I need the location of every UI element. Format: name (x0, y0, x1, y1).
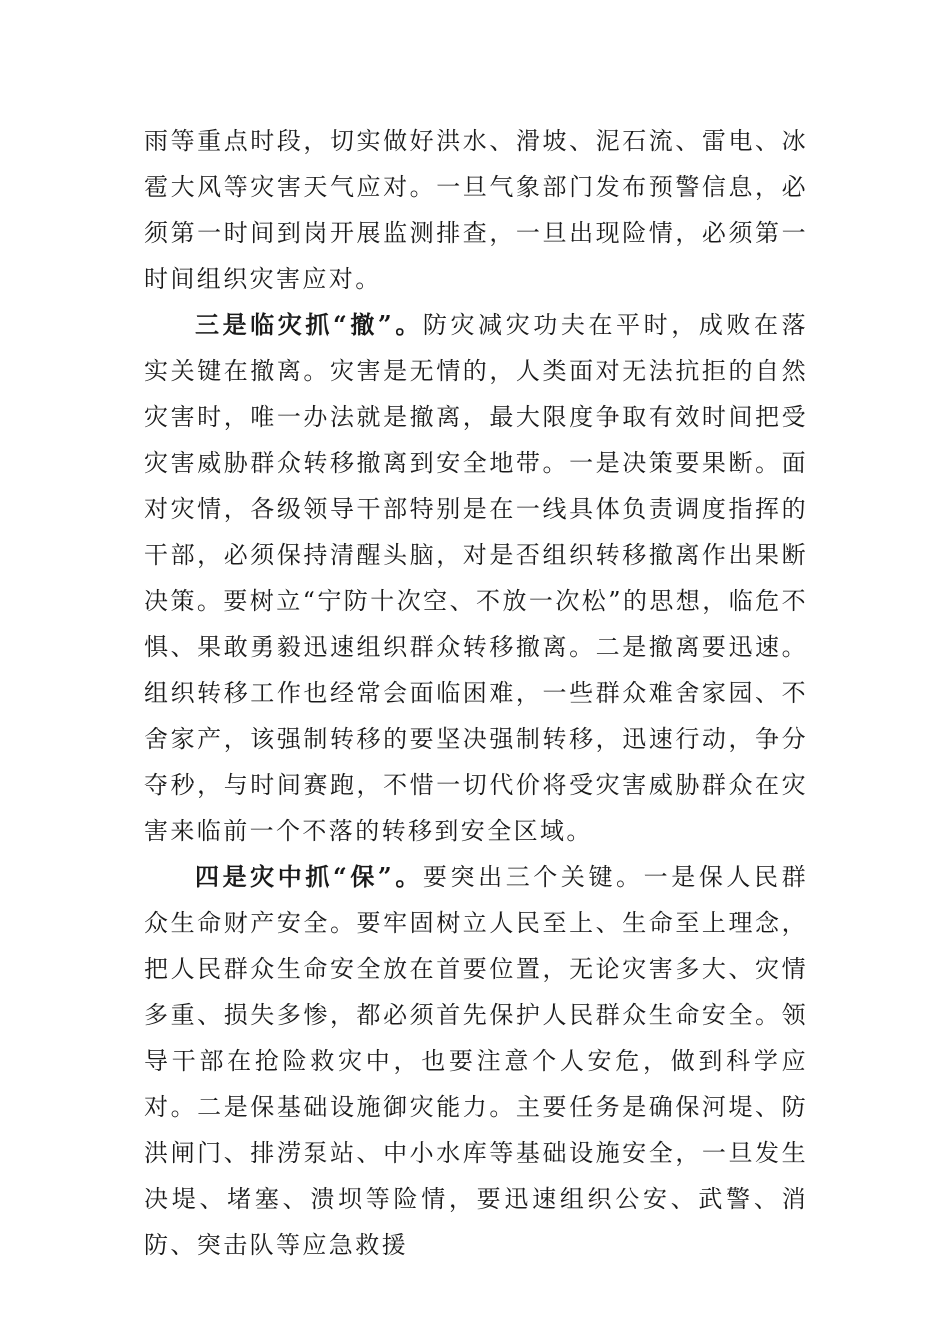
paragraph-continuation (144, 118, 808, 302)
paragraph-text: 雨等重点时段，切实做好洪水、滑坡、泥石流、雷电、冰雹大风等灾害天气应对。一旦气象部门发布预警信息，必须第一时间到岗开展监测排查，一旦出现险情，必须第一时间组织灾害应对。 (144, 127, 808, 293)
body-text (144, 118, 808, 1268)
paragraph-heading: 三是临灾抓“撤”。 (195, 310, 423, 339)
paragraph-text: 要突出三个关键。一是保人民群众生命财产安全。要牢固树立人民至上、生命至上理念，把人民群众生命安全放在首要位置，无论灾害多大、灾情多重、损失多惨，都必须首先保护人民群众生命安全。领导干部在抢险救灾中，也要注意个人安危，做到科学应对。二是保基础设施御灾能力。主要任务是确保河堤、防洪闸门、排涝泵站、中小水库等基础设施安全，一旦发生决堤、堵塞、溃坝等险情，要迅速组织公安、武警、消防、突击队等应急救援 (144, 863, 808, 1259)
paragraph-heading: 四是灾中抓“保”。 (195, 862, 423, 891)
paragraph-evacuation (144, 302, 808, 854)
paragraph-text: 防灾减灾功夫在平时，成败在落实关键在撤离。灾害是无情的，人类面对无法抗拒的自然灾害时，唯一办法就是撤离，最大限度争取有效时间把受灾害威胁群众转移撤离到安全地带。一是决策要果断。面对灾情，各级领导干部特别是在一线具体负责调度指挥的干部，必须保持清醒头脑，对是否组织转移撤离作出果断决策。要树立“宁防十次空、不放一次松”的思想，临危不惧、果敢勇毅迅速组织群众转移撤离。二是撤离要迅速。组织转移工作也经常会面临困难，一些群众难舍家园、不舍家产，该强制转移的要坚决强制转移，迅速行动，争分夺秒，与时间赛跑，不惜一切代价将受灾害威胁群众在灾害来临前一个不落的转移到安全区域。 (144, 311, 808, 845)
paragraph-protection (144, 854, 808, 1268)
